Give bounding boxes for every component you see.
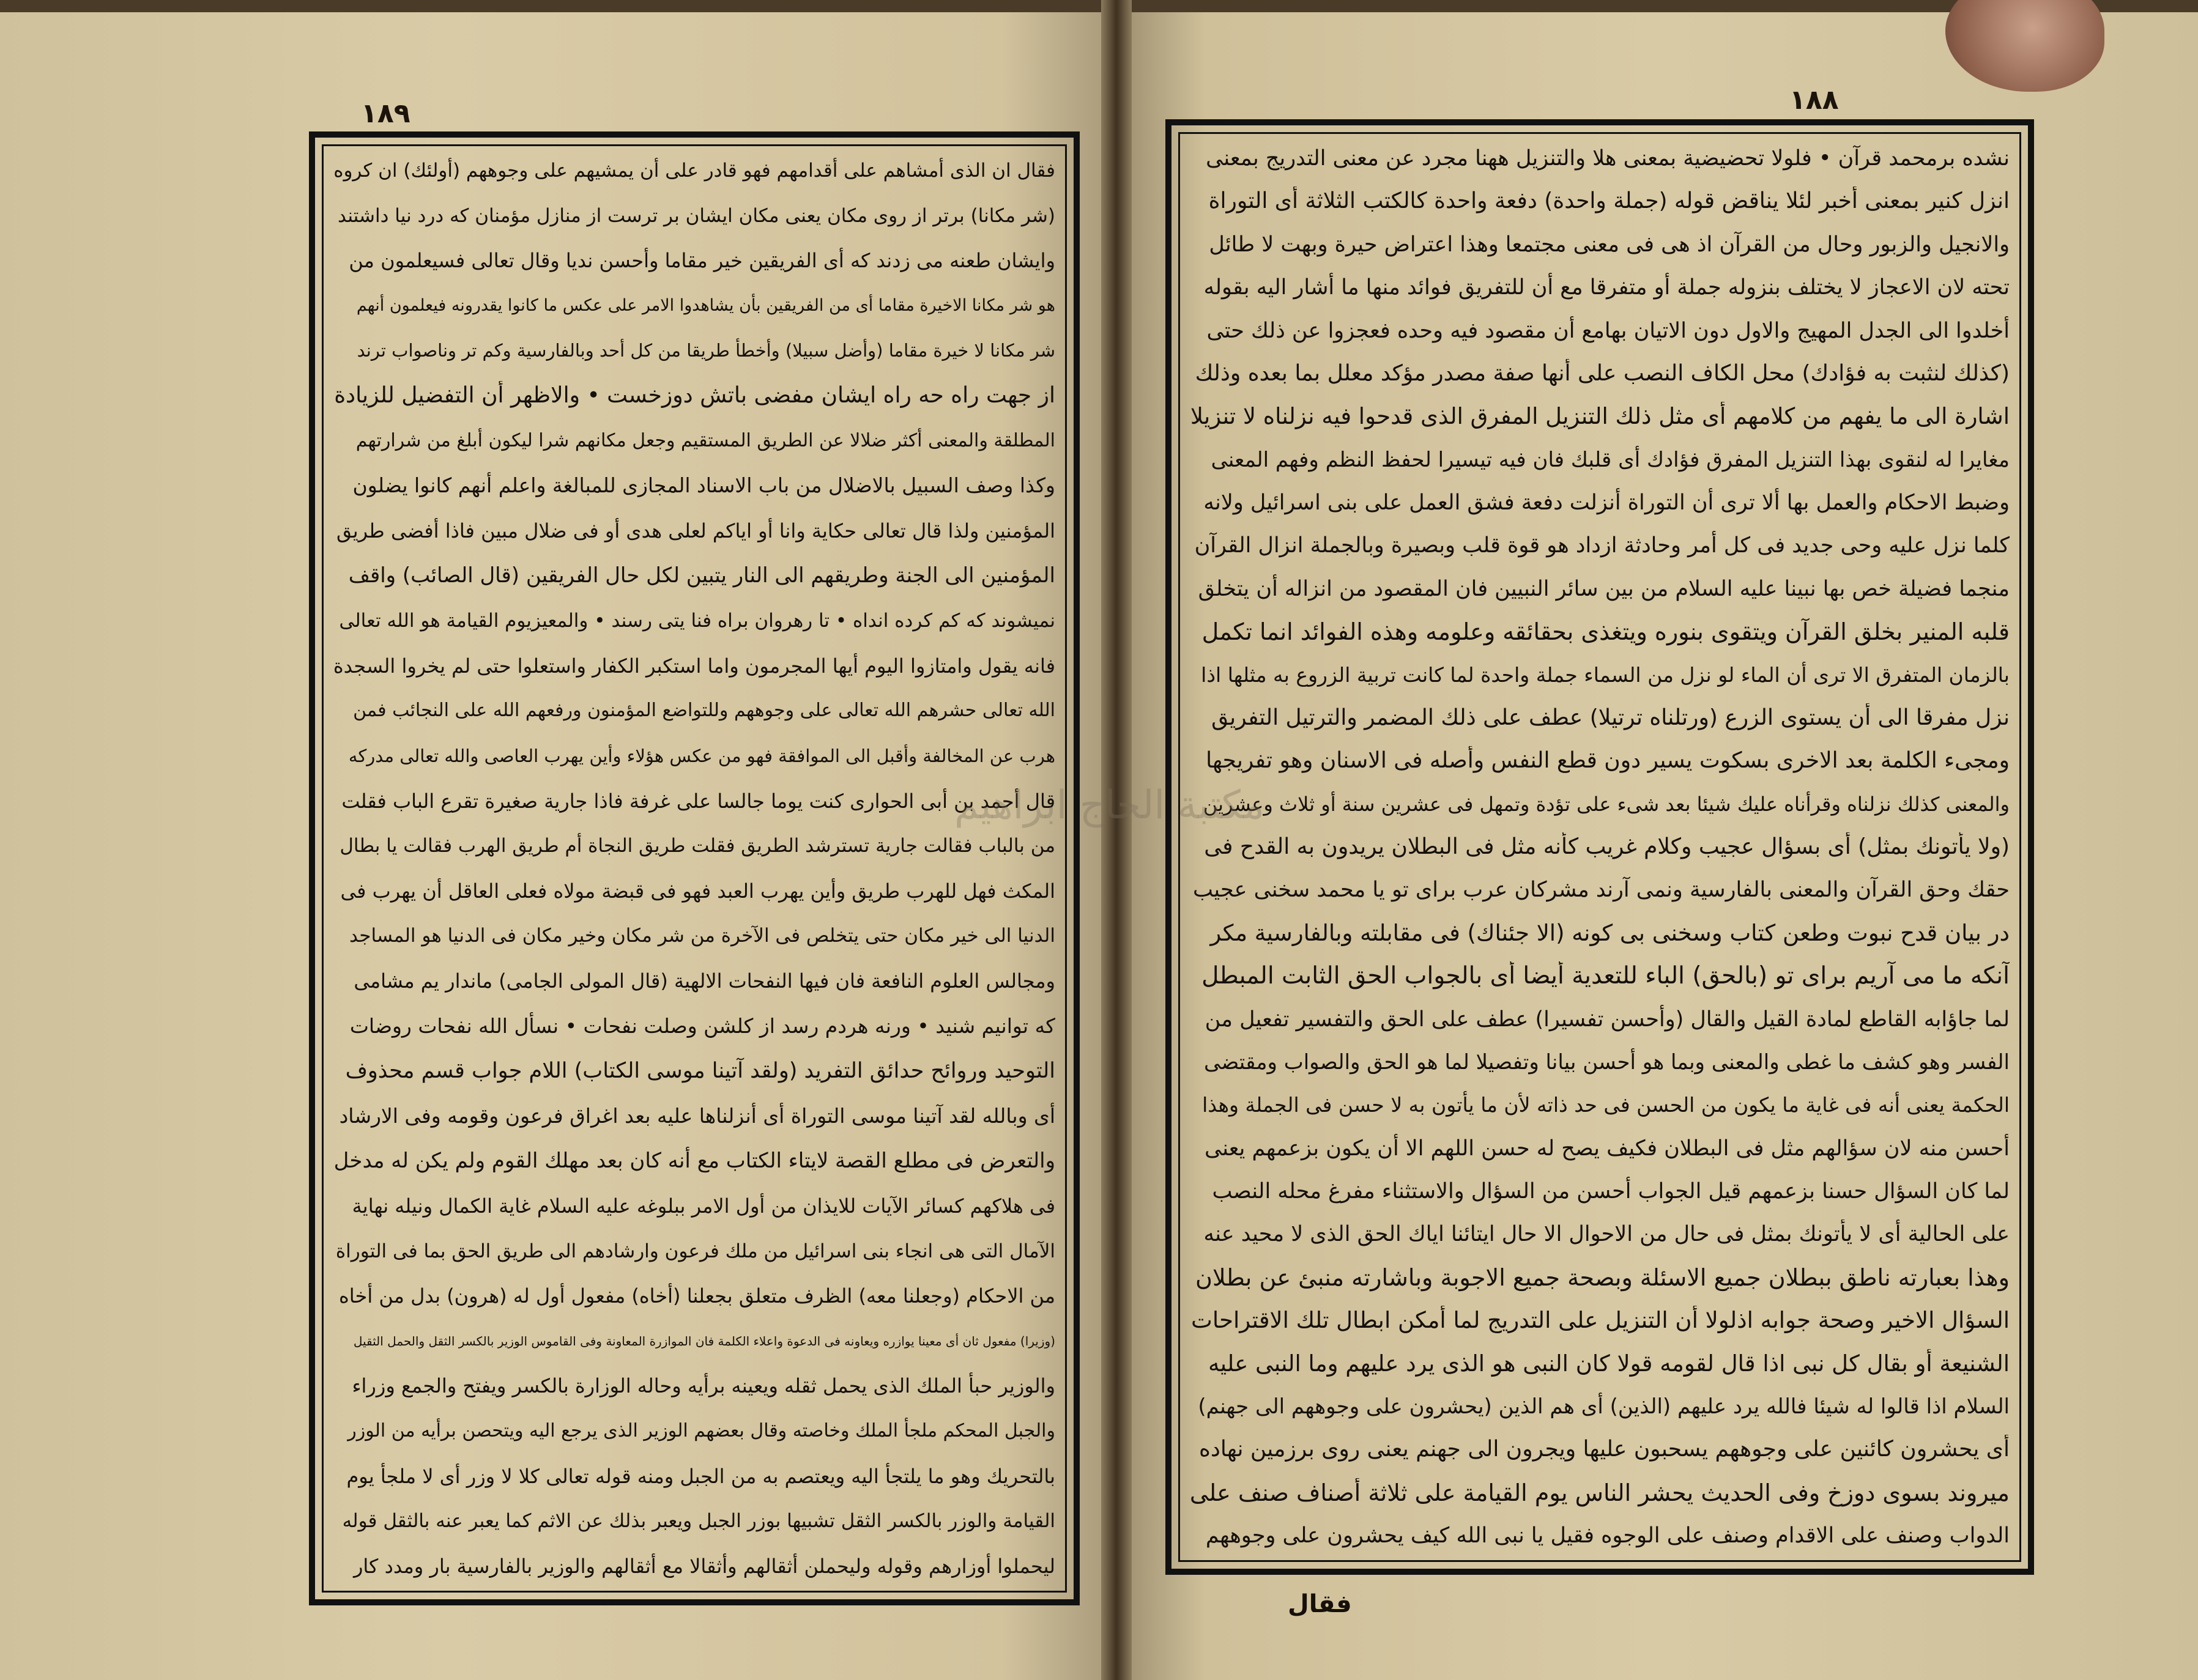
text-line: كه توانيم شنيد • ورنه هردم رسد از كلشن وصلت نفحات • نسأل الله نفحات روضات	[349, 1013, 1055, 1038]
watermark: مكتبة الحاج ابراهيم	[954, 783, 1264, 828]
text-line: أى يحشرون كائنين على وجوههم يسحبون عليها ويجرون الى جهنم يعنى روى برزمين نهاده	[1198, 1437, 2010, 1462]
text-line: على الحالية أى لا يأتونك بمثل فى حال من الاحوال الا حال ايتائنا اياك الحق الذى لا محيد عنه	[1203, 1222, 2010, 1247]
text-line: من بالباب فقالت جارية تسترشد الطريق فقلت طريق النجاة أم طريق الهرب فقالت يا بطال	[340, 835, 1055, 857]
text-line: المؤمنين ولذا قال تعالى حكاية وانا أو اياكم لعلى هدى أو فى ضلال مبين فاذا أفضى طريق	[336, 519, 1055, 542]
text-line: مغايرا له لنقوى بهذا التنزيل المفرق فؤادك أى قلبك فان فيه تيسيرا لحفظ النظم وفهم المعنى	[1211, 447, 2010, 472]
text-line: السلام اذا قالوا له شيئا فالله يرد عليهم (الذين) أى هم الذين (يحشرون على وجوههم الى جهنم)	[1198, 1394, 2010, 1419]
text-line: انزل كنير بمعنى أخبر لئلا يناقض قوله (جملة واحدة) دفعة واحدة كالكتب الثلاثة أى التوراة	[1208, 188, 2010, 214]
text-line: المكث فهل للهرب طريق وأين يهرب العبد فهو فى قبضة مولاه فعلى العاقل أن يهرب فى	[340, 879, 1055, 903]
text-line: در بيان قدح نبوت وطعن كتاب وسخنى بى كونه (الا جئناك) فى مقابلته وبالفارسية مكر	[1210, 919, 2010, 946]
text-line: ومجىء الكلمة بعد الاخرى بسكوت يسير دون قطع النفس وأصله فى الاسنان وهو تفريجها	[1206, 748, 2010, 774]
text-line: الآمال التى هى انجاء بنى اسرائيل من ملك فرعون وارشادهم الى طريق الحق بما فى التوراة	[335, 1240, 1055, 1262]
text-line: منجما فضيلة خص بها نبينا عليه السلام من بين سائر النبيين فان المقصود من انزاله أن يتخلق	[1198, 576, 2010, 601]
text-line: وهذا بعبارته ناطق ببطلان جميع الاسئلة وبصحة جميع الاجوبة وباشارته منبئ عن بطلان	[1195, 1264, 2010, 1291]
right-text-block	[1190, 144, 2010, 1550]
text-line: (شر مكانا) برتر از روى مكان يعنى مكان ايشان بر ترست از منازل مؤمنان كه درد نيا داشتند	[338, 204, 1055, 227]
text-line: ميروند بسوى دوزخ وفى الحديث يحشر الناس يوم القيامة على ثلاثة أصناف صنف على	[1190, 1479, 2010, 1506]
text-line: نميشوند كه كم كرده انداه • تا رهروان براه فنا يتى رسند • والمعيزيوم القيامة هو الله تعالى	[339, 610, 1055, 632]
text-line: شر مكانا لا خيرة مقاما (وأضل سبيلا) وأخطأ طريقا من كل أحد وبالفارسية وكم تر وناصواب ترند	[357, 340, 1055, 361]
right-page-number: ١٨٨	[1789, 84, 1839, 116]
text-line: الحكمة يعنى أنه فى غاية ما يكون من الحسن فى حد ذاته لأن ما يأتون به لا حسن فى الجملة وهذا	[1202, 1093, 2010, 1117]
right-text-frame	[1165, 119, 2034, 1575]
text-line: من الاحكام (وجعلنا معه) الظرف متعلق بجعلنا (أخاه) مفعول أول له (هرون) بدل من أخاه	[339, 1284, 1055, 1308]
text-line: وضبط الاحكام والعمل بها ألا ترى أن التوراة أنزلت دفعة فشق العمل على بنى اسرائيل ولانه	[1203, 490, 2010, 515]
text-line: الدواب وصنف على الاقدام وصنف على الوجوه فقيل يا نبى الله كيف يحشرون على وجوههم	[1205, 1523, 2010, 1548]
text-line: تحته لان الاعجاز لا يختلف بنزوله جملة أو متفرقا مع أن للتفريق فوائد منها ما أشار اليه بقوله	[1203, 275, 2010, 300]
text-line: بالزمان المتفرق الا ترى أن الماء لو نزل من السماء جملة واحدة لما كانت تربية الزروع به مثلها اذا	[1201, 662, 2010, 687]
text-line: أحسن منه لان سؤالهم مثل فى البطلان فكيف يصح له حسن اللهم الا أن يكون بزعمهم يعنى	[1205, 1136, 2010, 1161]
text-line: أى وبالله لقد آتينا موسى التوراة أى أنزلناها عليه بعد اغراق فرعون وقومه وفى الارشاد	[339, 1103, 1055, 1128]
left-text-block	[333, 156, 1055, 1581]
text-line: وايشان طعنه مى زدند كه أى الفريقين خير مقاما وأحسن نديا وقال تعالى فسيعلمون من	[349, 249, 1055, 273]
text-line: نشده برمحمد قرآن • فلولا تحضيضية بمعنى هلا والتنزيل ههنا مجرد عن معنى التدريج بمعنى	[1206, 146, 2010, 171]
text-line: قلبه المنير بخلق القرآن ويتقوى بنوره ويتغذى بحقائقه وعلومه وهذه الفوائد انما تكمل	[1201, 618, 2010, 646]
text-line: القيامة والوزر بالكسر الثقل تشبيها بوزر الجبل ويعبر بذلك عن الاثم كما يعبر عنه بالثقل قوله	[342, 1510, 1055, 1533]
text-line: ومجالس العلوم النافعة فان فيها النفحات الالهية (قال المولى الجامى) ماندار يم مشامى	[354, 969, 1055, 993]
text-line: (وزيرا) مفعول ثان أى معينا يوازره ويعاونه فى الدعوة واعلاء الكلمة فان الموازرة المعاونة وفى القاموس الوزير بالكسر الثقل والحمل الثقيل	[353, 1333, 1055, 1349]
left-text-frame	[309, 131, 1080, 1605]
text-line: قال أحمد بن أبى الحوارى كنت يوما جالسا على غرفة فاذا جارية صغيرة تقرع الباب فقلت	[341, 789, 1055, 813]
text-line: هو شر مكانا الاخيرة مقاما أى من الفريقين بأن يشاهدوا الامر على عكس ما كانوا يقدرونه فيعلمون أنهم	[356, 295, 1055, 315]
text-line: والمعنى كذلك نزلناه وقرأناه عليك شيئا بعد شىء على تؤدة وتمهل فى عشرين سنة أو ثلاث وعشرين	[1203, 792, 2010, 816]
text-line: فقال ان الذى أمشاهم على أقدامهم فهو قادر على أن يمشيهم على وجوههم (أولئك) ان كروه	[333, 160, 1055, 182]
text-line: حقك وحق القرآن والمعنى بالفارسية ونمى آرند مشركان عرب براى تو يا محمد سخنى عجيب	[1193, 878, 2010, 903]
text-line: الدنيا الى خير مكان حتى يتخلص فى الآخرة من شر مكان وخير مكان فى الدنيا هو المساجد	[349, 925, 1055, 947]
text-line: (كذلك لنثبت به فؤادك) محل الكاف النصب على أنها صفة مصدر مؤكد معلل بما بعده وذلك	[1195, 360, 2010, 386]
text-line: فى هلاكهم كسائر الآيات للايذان من أول الامر ببلوغه عليه السلام غاية الكمال ونيله نهاية	[352, 1194, 1055, 1218]
text-line: (ولا يأتونك بمثل) أى بسؤال عجيب وكلام غريب كأنه مثل فى البطلان يريدون به القدح فى	[1204, 834, 2010, 859]
left-page-number: ١٨٩	[361, 98, 410, 129]
book-gutter	[1101, 0, 1132, 1680]
text-line: والتعرض فى مطلع القصة لايتاء الكتاب مع أنه كان بعد مهلك القوم ولم يكن له مدخل	[333, 1149, 1055, 1174]
text-line: وكذا وصف السبيل بالاضلال من باب الاسناد المجازى للمبالغة واعلم أنهم كانوا يضلون	[352, 473, 1055, 498]
text-line: أخلدوا الى الجدل المهيج والاول دون الاتيان بهامع أن مقصود فيه وحده فعجزوا عن ذلك حتى	[1206, 318, 2010, 343]
text-line: هرب عن المخالفة وأقبل الى الموافقة فهو من عكس هؤلاء وأين يهرب العاصى والله تعالى مدركه	[348, 745, 1055, 766]
text-line: لما جاؤابه القاطع لمادة القيل والقال (وأحسن تفسيرا) عطف على الحق والتفسير تفعيل من	[1205, 1007, 2010, 1032]
text-line: الشنيعة أو بقال كل نبى اذا قال لقومه قولا كان النبى هو الذى يرد عليهم وما النبى عليه	[1208, 1350, 2010, 1377]
text-line: فانه يقول وامتازوا اليوم أيها المجرمون واما استكبر الكفار واستعلوا حتى لم يخروا السجدة	[333, 654, 1055, 678]
text-line: الفسر وهو كشف ما غطى والمعنى وبما هو أحسن بيانا وتفصيلا لما هو الحق والصواب ومقتضى	[1203, 1049, 2010, 1075]
text-line: نزل مفرقا الى أن يستوى الزرع (ورتلناه ترتيلا) عطف على ذلك المضمر والترتيل التفريق	[1211, 705, 2010, 730]
text-line: والجبل المحكم ملجأ الملك وخاصته وقال بعضهم الوزير الذى يرجع اليه ويتحصن برأيه من الوزر	[347, 1420, 1055, 1442]
text-line: الله تعالى حشرهم الله تعالى على وجوههم وللتواضع المؤمنون ورفعهم الله على النجائب فمن	[353, 700, 1055, 722]
text-line: از جهت راه حه راه ايشان مفضى باتش دوزخست • والاظهر أن التفضيل للزيادة	[334, 383, 1055, 409]
text-line: المطلقة والمعنى أكثر ضلالا عن الطريق المستقيم وجعل مكانهم شرا ليكون أبلغ من شرارتهم	[355, 429, 1055, 451]
text-line: والانجيل والزبور وحال من القرآن اذ هى فى معنى مجتمعا وهذا اعتراض حيرة وبهت لا طائل	[1209, 232, 2010, 257]
text-line: ليحملوا أوزارهم وقوله وليحملن أثقالهم وأثقالا مع أثقالهم والوزير بالفارسية بار ومدد كار	[353, 1554, 1055, 1578]
text-line: لما كان السؤال حسنا بزعمهم قيل الجواب أحسن من السؤال والاستثناء مفرغ محله النصب	[1212, 1179, 2010, 1204]
text-line: المؤمنين الى الجنة وطريقهم الى النار يتبين لكل حال الفريقين (قال الصائب) واقف	[348, 563, 1055, 588]
catchword: فقال	[1288, 1590, 1352, 1618]
text-line: اشارة الى ما يفهم من كلامهم أى مثل ذلك التنزيل المفرق الذى قدحوا فيه نزلناه لا تنزيلا	[1190, 403, 2010, 430]
text-line: آنكه ما مى آريم براى تو (بالحق) الباء للتعدية أيضا أى بالجواب الحق الثابت المبطل	[1201, 962, 2010, 990]
text-line: بالتحريك وهو ما يلتجأ اليه ويعتصم به من الجبل ومنه قوله تعالى كلا لا وزر أى لا ملجأ يوم	[346, 1464, 1055, 1488]
text-line: التوحيد وروائح حدائق التفريد (ولقد آتينا موسى الكتاب) اللام جواب قسم محذوف	[345, 1059, 1055, 1084]
text-line: كلما نزل عليه وحى جديد فى كل أمر وحادثة ازداد هو قوة قلب وبصيرة وبالجملة انزال القرآن	[1194, 533, 2010, 558]
text-line: والوزير حبأ الملك الذى يحمل ثقله ويعينه برأيه وحاله الوزارة بالكسر ويفتح والجمع وزراء	[352, 1374, 1055, 1398]
text-line: السؤال الاخير وصحة جوابه اذلولا أن التنزيل على التدريج لما أمكن ابطال تلك الاقتراحات	[1191, 1307, 2010, 1334]
